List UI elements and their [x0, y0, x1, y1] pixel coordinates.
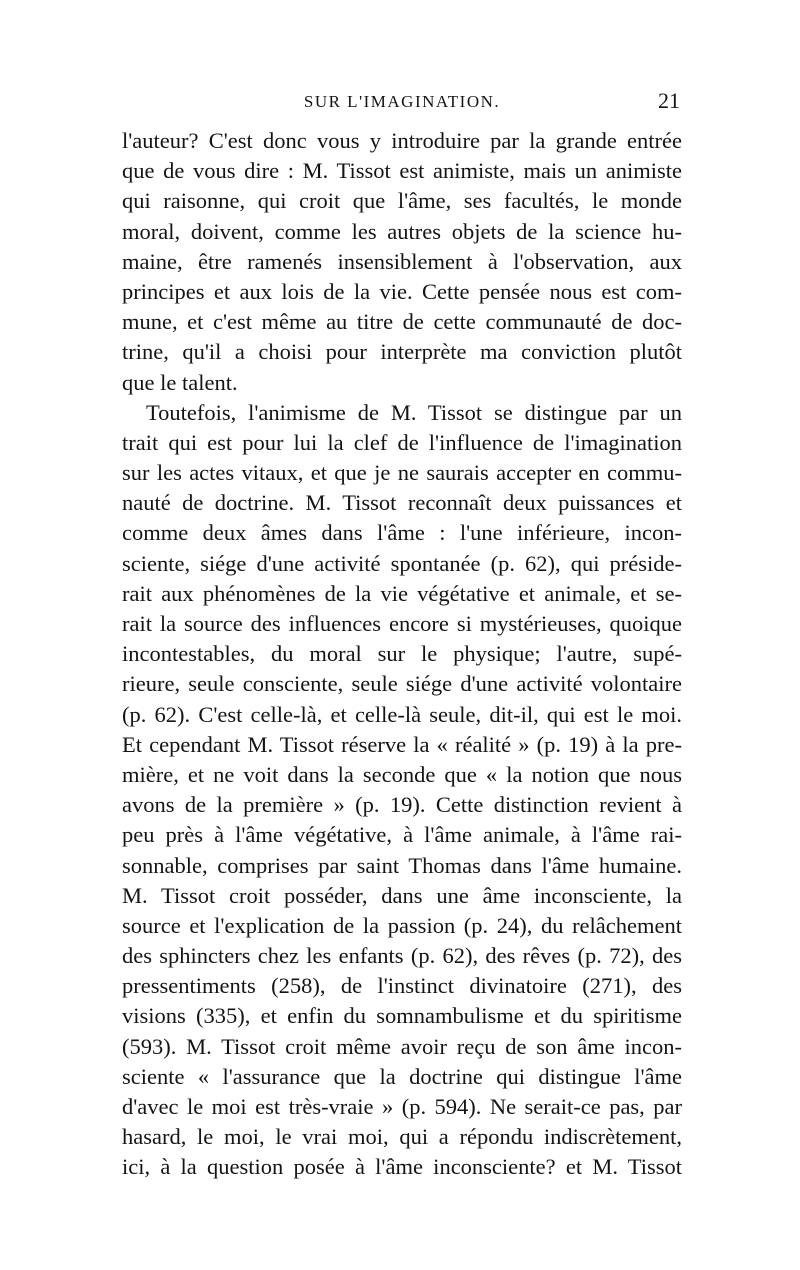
text-line: Et cependant M. Tissot réserve la « réalité » (p. 19) à la pre- — [122, 731, 682, 757]
page-header — [122, 88, 682, 116]
text-line: sciente, siége d'une activité spontanée (p. 62), qui préside- — [122, 550, 682, 576]
text-line: visions (335), et enfin du somnambulisme et du spiritisme — [122, 1003, 682, 1029]
running-title: SUR L'IMAGINATION. — [303, 92, 501, 111]
text-line: rait aux phénomènes de la vie végétative et animale, et se- — [122, 580, 682, 606]
text-line: source et l'explication de la passion (p. 24), du relâchement — [122, 912, 682, 938]
text-line: moral, doivent, comme les autres objets de la science hu- — [122, 218, 682, 244]
text-line: maine, être ramenés insensiblement à l'observation, aux — [122, 248, 682, 274]
text-line: principes et aux lois de la vie. Cette pensée nous est com- — [122, 278, 682, 304]
text-line: (593). M. Tissot croit même avoir reçu de son âme incon- — [122, 1033, 682, 1059]
text-line: d'avec le moi est très-vraie » (p. 594). Ne serait-ce pas, par — [122, 1094, 682, 1119]
text-line: incontestables, du moral sur le physique; l'autre, supé- — [122, 641, 682, 667]
text-line: qui raisonne, qui croit que l'âme, ses facultés, le monde — [122, 188, 682, 214]
text-line: Toutefois, l'animisme de M. Tissot se distingue par un — [146, 399, 682, 425]
text-line: nauté de doctrine. M. Tissot reconnaît deux puissances et — [122, 490, 682, 516]
text-line: hasard, le moi, le vrai moi, qui a répondu indiscrètement, — [122, 1124, 682, 1150]
text-line: (p. 62). C'est celle-là, et celle-là seule, dit-il, qui est le moi. — [122, 701, 682, 727]
text-line: peu près à l'âme végétative, à l'âme animale, à l'âme rai- — [122, 822, 682, 848]
text-line: l'auteur? C'est donc vous y introduire par la grande entrée — [122, 128, 682, 153]
text-line: comme deux âmes dans l'âme : l'une inférieure, incon- — [122, 520, 682, 546]
text-line: trine, qu'il a choisi pour interprète ma conviction plutôt — [122, 339, 682, 365]
text-line: des sphincters chez les enfants (p. 62), des rêves (p. 72), des — [122, 943, 682, 969]
text-line: rait la source des influences encore si mystérieuses, quoique — [122, 611, 682, 636]
text-line: rieure, seule consciente, seule siége d'une activité volontaire — [122, 671, 682, 697]
text-line: sonnable, comprises par saint Thomas dans l'âme humaine. — [122, 852, 682, 878]
text-line: ici, à la question posée à l'âme inconsciente? et M. Tissot — [122, 1154, 682, 1180]
text-line: sur les actes vitaux, et que je ne saurais accepter en commu- — [122, 460, 682, 486]
text-line: sciente « l'assurance que la doctrine qui distingue l'âme — [122, 1063, 682, 1089]
text-line: M. Tissot croit posséder, dans une âme inconsciente, la — [122, 882, 682, 908]
text-line: mune, et c'est même au titre de cette communauté de doc- — [122, 309, 682, 335]
text-line: que de vous dire : M. Tissot est animiste, mais un animiste — [122, 158, 682, 184]
text-line: avons de la première » (p. 19). Cette distinction revient à — [122, 792, 682, 818]
text-line: pressentiments (258), de l'instinct divinatoire (271), des — [122, 973, 682, 999]
text-line: mière, et ne voit dans la seconde que « la notion que nous — [122, 761, 682, 787]
text-line: trait qui est pour lui la clef de l'influence de l'imagination — [122, 429, 682, 455]
text-line: que le talent. — [122, 369, 238, 395]
page-number: 21 — [658, 88, 680, 113]
body-text — [122, 126, 682, 1183]
